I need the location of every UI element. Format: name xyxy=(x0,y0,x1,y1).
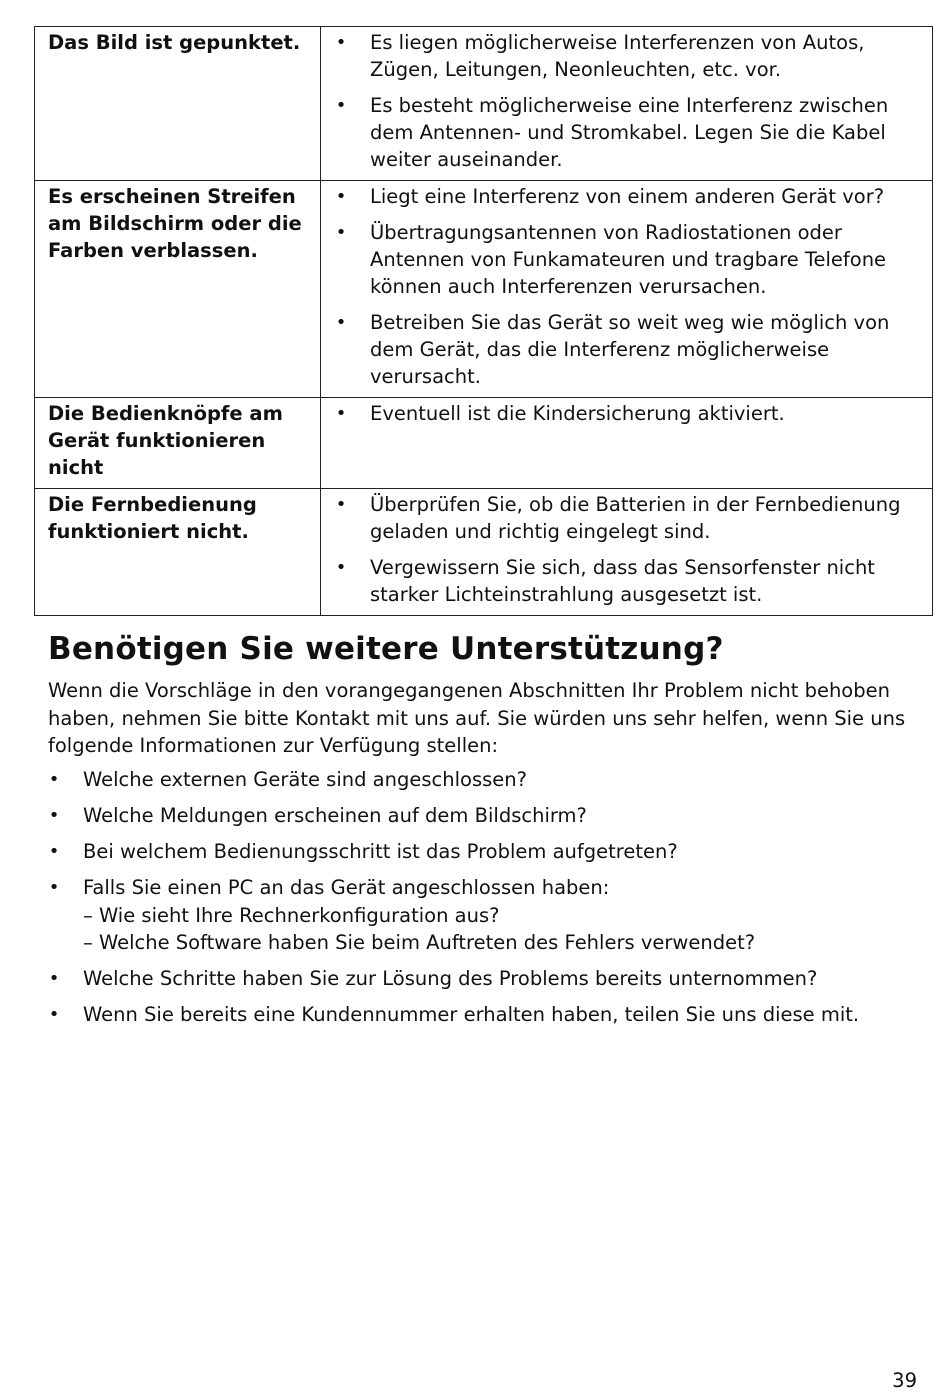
troubleshooting-table xyxy=(34,26,933,616)
bullet-icon: • xyxy=(48,841,60,862)
list-item xyxy=(321,309,922,390)
bullet-icon: • xyxy=(335,494,347,515)
solution-cell xyxy=(321,489,933,616)
list-item xyxy=(48,766,928,794)
info-item-text: Wenn Sie bereits eine Kundennummer erhalten haben, teilen Sie uns diese mit. xyxy=(83,1003,860,1026)
solution-cell xyxy=(321,181,933,398)
table-row xyxy=(35,398,933,489)
info-subitem-text: – Wie sieht Ihre Rechnerkonfiguration aus? xyxy=(83,903,500,927)
troubleshooting-table-body xyxy=(35,27,933,616)
bullet-icon: • xyxy=(48,769,60,790)
solution-text: Liegt eine Interferenz von einem anderen Gerät vor? xyxy=(370,185,885,208)
info-item-text: Welche Schritte haben Sie zur Lösung des Problems bereits unternommen? xyxy=(83,967,818,990)
info-subitem-text: – Welche Software haben Sie beim Auftreten des Fehlers verwendet? xyxy=(83,931,756,954)
solution-text: Betreiben Sie das Gerät so weit weg wie möglich von dem Gerät, das die Interferenz möglicherweise verursacht. xyxy=(370,311,890,388)
solution-text: Überprüfen Sie, ob die Batterien in der Fernbedienung geladen und richtig eingelegt sind. xyxy=(370,493,901,543)
info-item-text: Bei welchem Bedienungsschritt ist das Problem aufgetreten? xyxy=(83,840,678,863)
list-item xyxy=(321,29,922,83)
bullet-icon: • xyxy=(335,403,347,424)
problem-cell: Die Bedienknöpfe am Gerät funktionieren nicht xyxy=(35,398,321,489)
problem-cell: Die Fernbedienung funktioniert nicht. xyxy=(35,489,321,616)
page-number: 39 xyxy=(892,1369,917,1392)
solution-list xyxy=(321,29,922,173)
bullet-icon: • xyxy=(335,312,347,333)
bullet-icon: • xyxy=(48,968,60,989)
bullet-icon: • xyxy=(335,557,347,578)
solution-text: Eventuell ist die Kindersicherung aktiviert. xyxy=(370,402,785,425)
bullet-icon: • xyxy=(48,877,60,898)
solution-text: Es liegen möglicherweise Interferenzen von Autos, Zügen, Leitungen, Neonleuchten, etc. vor. xyxy=(370,31,865,81)
info-item-text: Welche Meldungen erscheinen auf dem Bildschirm? xyxy=(83,804,587,827)
list-item xyxy=(48,874,928,957)
list-item xyxy=(321,219,922,300)
bullet-icon: • xyxy=(335,32,347,53)
list-item xyxy=(48,965,928,993)
info-item-text: Falls Sie einen PC an das Gerät angeschlossen haben: xyxy=(83,876,610,899)
list-item xyxy=(321,92,922,173)
support-intro: Wenn die Vorschläge in den vorangegangenen Abschnitten Ihr Problem nicht behoben haben, nehmen Sie bitte Kontakt mit uns auf. Sie würden uns sehr helfen, wenn Sie uns folgende Informationen zur Verfügung stellen: xyxy=(48,679,906,757)
bullet-icon: • xyxy=(48,1004,60,1025)
table-row xyxy=(35,181,933,398)
list-item xyxy=(321,400,922,427)
solution-text: Vergewissern Sie sich, dass das Sensorfenster nicht starker Lichteinstrahlung ausgesetzt ist. xyxy=(370,556,875,606)
solution-text: Übertragungsantennen von Radiostationen oder Antennen von Funkamateuren und tragbare Telefone können auch Interferenzen verursachen. xyxy=(370,221,887,298)
solution-list xyxy=(321,400,922,427)
table-row xyxy=(35,27,933,181)
solution-list xyxy=(321,183,922,390)
solution-cell xyxy=(321,27,933,181)
list-item xyxy=(48,802,928,830)
list-item xyxy=(48,838,928,866)
list-item xyxy=(321,183,922,210)
bullet-icon: • xyxy=(335,95,347,116)
table-row xyxy=(35,489,933,616)
support-info-list xyxy=(48,766,928,1037)
bullet-icon: • xyxy=(335,222,347,243)
list-item xyxy=(321,491,922,545)
info-item-text: Welche externen Geräte sind angeschlossen? xyxy=(83,768,527,791)
bullet-icon: • xyxy=(335,186,347,207)
problem-cell: Das Bild ist gepunktet. xyxy=(35,27,321,181)
list-item xyxy=(321,554,922,608)
solution-cell xyxy=(321,398,933,489)
solution-list xyxy=(321,491,922,608)
solution-text: Es besteht möglicherweise eine Interferenz zwischen dem Antennen- und Stromkabel. Legen Sie die Kabel weiter auseinander. xyxy=(370,94,889,171)
problem-cell: Es erscheinen Streifen am Bildschirm oder die Farben verblassen. xyxy=(35,181,321,398)
section-title: Benötigen Sie weitere Unterstützung? xyxy=(48,631,724,667)
bullet-icon: • xyxy=(48,805,60,826)
list-item xyxy=(48,1001,928,1029)
